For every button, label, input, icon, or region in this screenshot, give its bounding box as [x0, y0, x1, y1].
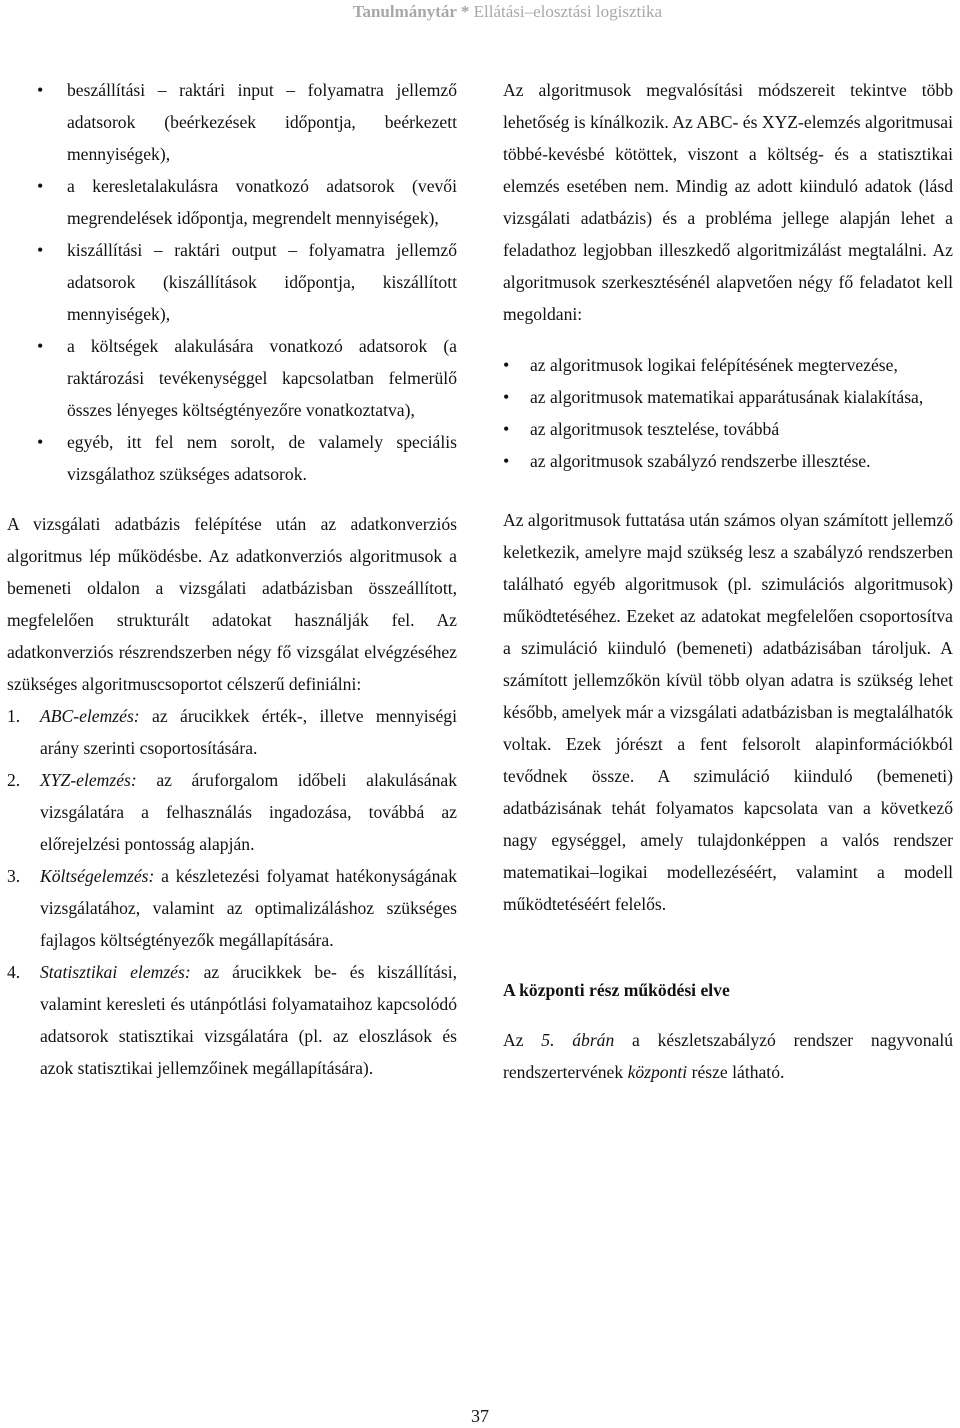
list-item: • az algoritmusok tesztelése, továbbá	[503, 413, 953, 445]
body-paragraph: Az algoritmusok megvalósítási módszereit tekintve több lehetőség is kínálkozik. Az ABC- és XYZ-elemzés algoritmusai többé-kevésbé kötöttek, viszont a költség- és a statisztikai elemzés esetében nem. Mindig az adott kiinduló adatok (lásd vizsgálati adatbázis) és a probléma jellege alapján lehet a feladathoz legjobban illeszkedő algoritmizálást megtalálni. Az algoritmusok szerkesztésénél alapvetően négy fő feladatot kell megoldani:	[503, 80, 953, 324]
emphasis-central: központi	[627, 1062, 688, 1082]
list-item: • a keresletalakulásra vonatkozó adatsorok (vevői megrendelések időpontja, megrendelt mennyiségek),	[7, 170, 457, 234]
left-column	[7, 74, 457, 1084]
journal-name: Tanulmánytár	[352, 2, 457, 21]
right-column	[503, 74, 953, 1088]
data-series-list	[7, 74, 457, 490]
list-item: • az algoritmusok szabályzó rendszerbe illesztése.	[503, 445, 953, 477]
header-separator: *	[456, 2, 474, 21]
item-number: 1.	[7, 706, 21, 726]
list-item	[7, 860, 457, 956]
list-item	[7, 956, 457, 1084]
item-term: XYZ-elemzés:	[40, 770, 137, 790]
item-term: ABC-elemzés:	[40, 706, 140, 726]
list-item: • kiszállítási – raktári output – folyamatra jellemző adatsorok (kiszállítások időpontja, kiszállított mennyiségek),	[7, 234, 457, 330]
text-run: a készletszabályzó rendszer nagyvonalú rendszertervének	[503, 1030, 953, 1082]
list-item: • beszállítási – raktári input – folyamatra jellemző adatsorok (beérkezések időpontja, beérkezett mennyiségek),	[7, 74, 457, 170]
item-term: Statisztikai elemzés:	[40, 962, 191, 982]
list-item: • egyéb, itt fel nem sorolt, de valamely speciális vizsgálathoz szükséges adatsorok.	[7, 426, 457, 490]
body-paragraph: A vizsgálati adatbázis felépítése után az adatkonverziós algoritmus lép működésbe. Az adatkonverziós algoritmusok a bemeneti oldalon a vizsgálati adatbázisban összeállított, megfelelően strukturált adatokat használják fel. Az adatkonverziós részrendszerben négy fő vizsgálat elvégzéséhez szükséges algoritmuscsoportot célszerű definiálni:	[7, 514, 457, 694]
list-item: • az algoritmusok logikai felépítésének megtervezése,	[503, 349, 953, 381]
list-item	[7, 764, 457, 860]
item-text: az áruforgalom időbeli alakulásának vizsgálatára a felhasználás ingadozása, továbbá az előrejelzési pontosság alapján.	[40, 770, 457, 854]
item-term: Költségelemzés:	[40, 866, 155, 886]
item-number: 2.	[7, 770, 21, 790]
text-run: Az	[503, 1030, 542, 1050]
text-run: része látható.	[687, 1062, 785, 1082]
section-heading: A központi rész működési elve	[503, 980, 730, 1000]
analysis-list	[7, 700, 457, 1084]
item-number: 3.	[7, 866, 21, 886]
list-item: • a költségek alakulására vonatkozó adatsorok (a raktározási tevékenységgel kapcsolatban felmerülő összes lényeges költségtényezőre vonatkoztatva),	[7, 330, 457, 426]
item-text: az árucikkek érték-, illetve mennyiségi arány szerinti csoportosítására.	[40, 706, 457, 758]
list-item: • az algoritmusok matematikai apparátusának kialakítása,	[503, 381, 953, 413]
tasks-list	[503, 349, 953, 477]
body-paragraph	[503, 1024, 953, 1088]
item-text: a készletezési folyamat hatékonyságának vizsgálatához, valamint az optimalizáláshoz szükséges fajlagos költségtényezők megállapítására.	[40, 866, 457, 950]
item-text: az árucikkek be- és kiszállítási, valamint keresleti és utánpótlási folyamataihoz kapcsolódó adatsorok statisztikai vizsgálatára (pl. az eloszlások és azok statisztikai jellemzőinek megállapítására).	[40, 962, 457, 1078]
body-paragraph: Az algoritmusok futtatása után számos olyan számított jellemző keletkezik, amelyre majd szükség lesz a szabályzó rendszerben található egyéb algoritmusok (pl. szimulációs algoritmusok) működtetéséhez. Ezeket az adatokat megfelelően csoportosítva a szimuláció kiinduló (bemeneti) adatbázisában tároljuk. A számított jellemzőkön kívül több olyan adatra is szükség lehet később, amelyek már a vizsgálati adatbázisban is megtalálhatók voltak. Ezek jórészt a fent felsorolt alapinformációkból tevődnek össze. A szimuláció kiinduló (bemeneti) adatbázisának tehát folyamatos kapcsolata van a következő nagy egységgel, amely tulajdonképpen a valós rendszer matematikai–logikai modellezéséért, valamint a modell működtetéséért felelős.	[503, 510, 953, 914]
page-number: 37	[471, 1406, 489, 1426]
section-name: Ellátási–elosztási logisztika	[473, 2, 662, 21]
running-header	[353, 0, 662, 24]
item-number: 4.	[7, 962, 21, 982]
figure-reference: 5. ábrán	[541, 1030, 615, 1050]
list-item	[7, 700, 457, 764]
